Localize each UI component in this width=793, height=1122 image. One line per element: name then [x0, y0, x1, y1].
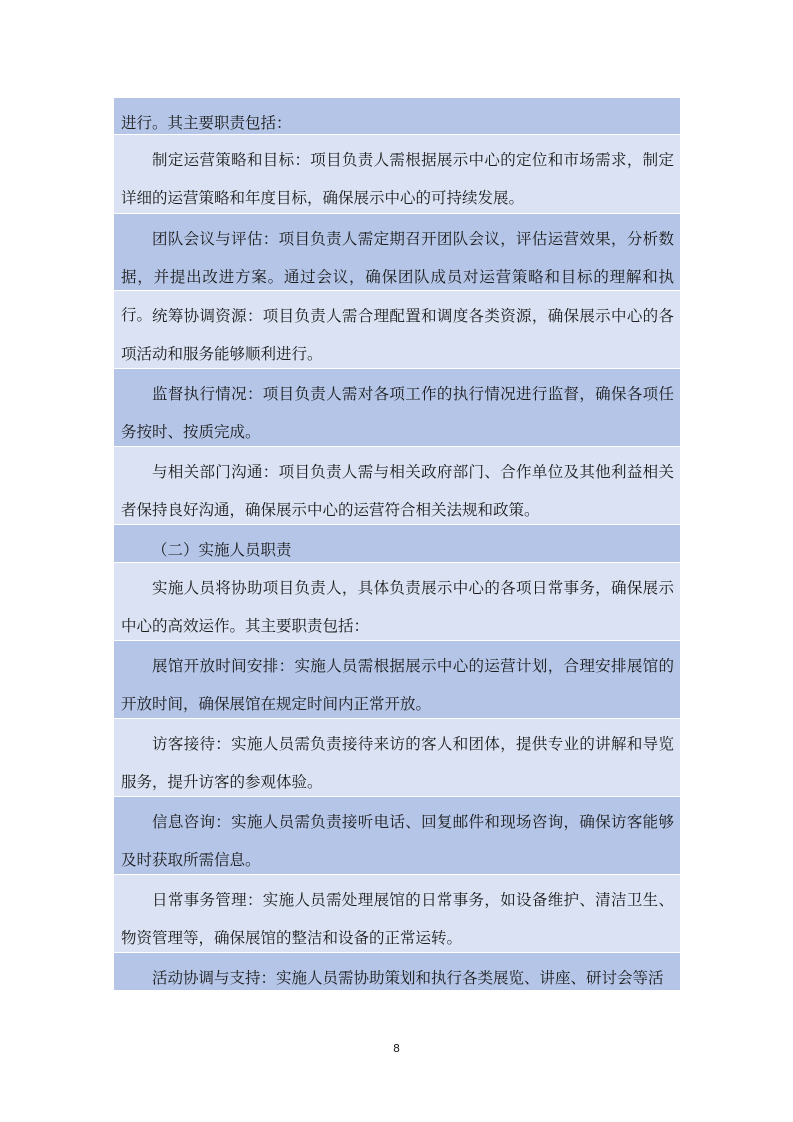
table-row: 展馆开放时间安排：实施人员需根据展示中心的运营计划，合理安排展馆的开放时间，确保展馆在规定时间内正常开放。	[114, 640, 680, 718]
table-row: 统筹协调资源：项目负责人需合理配置和调度各类资源，确保展示中心的各项活动和服务能够顺利进行。	[114, 290, 680, 368]
table-row: 监督执行情况：项目负责人需对各项工作的执行情况进行监督，确保各项任务按时、按质完成。	[114, 368, 680, 446]
table-row: 活动协调与支持：实施人员需协助策划和执行各类展览、讲座、研讨会等活	[114, 952, 680, 990]
table-row: 与相关部门沟通：项目负责人需与相关政府部门、合作单位及其他利益相关者保持良好沟通，确保展示中心的运营符合相关法规和政策。	[114, 446, 680, 524]
table-row: 访客接待：实施人员需负责接待来访的客人和团体，提供专业的讲解和导览服务，提升访客的参观体验。	[114, 718, 680, 796]
table-row: 制定运营策略和目标：项目负责人需根据展示中心的定位和市场需求，制定详细的运营策略和年度目标，确保展示中心的可持续发展。	[114, 134, 680, 213]
content-table	[114, 97, 680, 990]
section-heading: （二）实施人员职责	[114, 524, 680, 562]
table-row: 进行。其主要职责包括：	[114, 97, 680, 134]
page-number: 8	[393, 1042, 400, 1055]
table-row: 日常事务管理：实施人员需处理展馆的日常事务，如设备维护、清洁卫生、物资管理等，确保展馆的整洁和设备的正常运转。	[114, 874, 680, 952]
table-row: 信息咨询：实施人员需负责接听电话、回复邮件和现场咨询，确保访客能够及时获取所需信息。	[114, 796, 680, 874]
table-row: 实施人员将协助项目负责人，具体负责展示中心的各项日常事务，确保展示中心的高效运作。其主要职责包括：	[114, 562, 680, 640]
table-row: 团队会议与评估：项目负责人需定期召开团队会议，评估运营效果，分析数据，并提出改进方案。通过会议，确保团队成员对运营策略和目标的理解和执行。	[114, 213, 680, 290]
